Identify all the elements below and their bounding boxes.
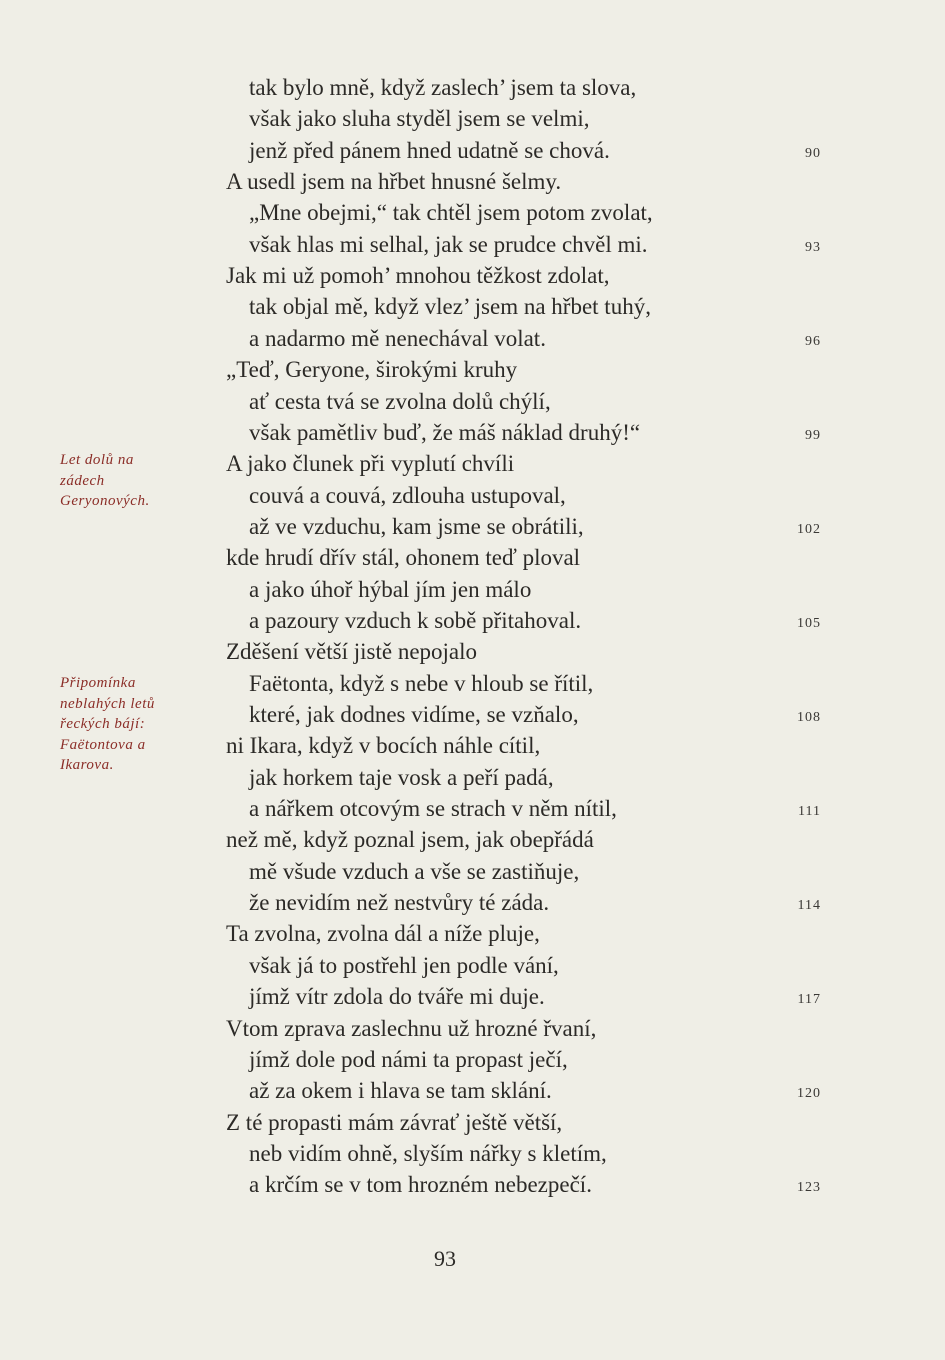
- verse-text: až ve vzduchu, kam jsme se obrátili,: [249, 513, 584, 539]
- verse-number: 90: [805, 145, 821, 161]
- margin-note-geryon: [60, 450, 200, 512]
- verse-line: [0, 323, 945, 355]
- margin-note-line: Ikarova.: [60, 757, 114, 773]
- verse-text: které, jak dodnes vidíme, se vzňalo,: [249, 702, 579, 727]
- verse-text: A usedl jsem na hřbet hnusné šelmy.: [226, 169, 562, 195]
- verse-number: 102: [797, 521, 821, 537]
- verse-line: [0, 918, 945, 950]
- verse-line: [0, 291, 945, 323]
- verse-line: [0, 135, 945, 167]
- verse-text: však hlas mi selhal, jak se prudce chvěl mi.: [249, 231, 648, 257]
- verse-line: [0, 1107, 945, 1139]
- verse-line: [0, 417, 945, 449]
- verse-text: Vtom zprava zaslechnu už hrozné řvaní,: [226, 1015, 597, 1041]
- verse-text: a pazoury vzduch k sobě přitahoval.: [249, 607, 582, 633]
- verse-text: couvá a couvá, zdlouha ustupoval,: [249, 482, 566, 508]
- verse-text: než mě, když poznal jsem, jak obepřádá: [226, 827, 594, 853]
- verse-text: a nadarmo mě nenechával volat.: [249, 325, 546, 351]
- verse-line: [0, 197, 945, 229]
- verse-text: A jako člunek při vyplutí chvíli: [226, 451, 515, 477]
- verse-line: [0, 354, 945, 386]
- verse-text: neb vidím ohně, slyším nářky s kletím,: [249, 1140, 607, 1166]
- verse-text: a krčím se v tom hrozném nebezpečí.: [249, 1172, 592, 1198]
- verse-text: ať cesta tvá se zvolna dolů chýlí,: [249, 388, 551, 414]
- verse-line: [0, 166, 945, 198]
- margin-note-line: zádech: [60, 472, 105, 489]
- verse-text: kde hrudí dřív stál, ohonem teď ploval: [226, 545, 581, 571]
- verse-number: 111: [798, 804, 821, 820]
- verse-line: [0, 824, 945, 856]
- verse-text: Faëtonta, když s nebe v hloub se řítil,: [249, 670, 594, 696]
- verse-text: jímž vítr zdola do tváře mi duje.: [249, 984, 545, 1010]
- verse-line: [0, 887, 945, 919]
- verse-text: a nářkem otcovým se strach v něm nítil,: [249, 796, 617, 822]
- verse-line: [0, 229, 945, 261]
- verse-line: [0, 605, 945, 637]
- verse-line: [0, 511, 945, 543]
- verse-number: 99: [805, 427, 821, 443]
- verse-line: [0, 72, 945, 104]
- margin-note-line: Faëtontova a: [60, 736, 146, 753]
- verse-text: a jako úhoř hýbal jím jen málo: [249, 576, 532, 602]
- verse-text: Ta zvolna, zvolna dál a níže pluje,: [226, 921, 540, 947]
- verse-line: [0, 386, 945, 418]
- verse-number: 93: [805, 239, 821, 255]
- verse-number: 96: [805, 333, 821, 349]
- verse-line: [0, 1044, 945, 1076]
- verse-text: však pamětliv buď, že máš náklad druhý!“: [249, 419, 641, 445]
- page-number: 93: [434, 1246, 456, 1271]
- verse-line: [0, 574, 945, 606]
- margin-note-phaethon-icarus: [60, 673, 200, 776]
- verse-line: [0, 1013, 945, 1045]
- verse-text: jenž před pánem hned udatně se chová.: [249, 137, 610, 163]
- verse-line: [0, 260, 945, 292]
- verse-line: [0, 793, 945, 825]
- verse-text: mě všude vzduch a vše se zastiňuje,: [249, 858, 580, 884]
- margin-note-line: Geryonových.: [60, 493, 150, 509]
- verse-line: [0, 103, 945, 135]
- verse-line: [0, 981, 945, 1013]
- margin-note-line: Připomínka: [60, 675, 136, 691]
- verse-number: 108: [797, 710, 821, 725]
- verse-text: Z té propasti mám závrať ještě větší,: [226, 1109, 563, 1135]
- verse-line: [0, 856, 945, 888]
- verse-line: [0, 1169, 945, 1201]
- verse-text: tak bylo mně, když zaslech’ jsem ta slova,: [249, 75, 637, 100]
- verse-text: že nevidím než nestvůry té záda.: [249, 890, 550, 916]
- verse-line: [0, 636, 945, 668]
- verse-text: Jak mi už pomoh’ mnohou těžkost zdolat,: [226, 263, 610, 289]
- verse-number: 123: [797, 1180, 821, 1196]
- verse-text: „Teď, Geryone, širokými kruhy: [226, 357, 518, 383]
- verse-number: 114: [797, 898, 821, 914]
- verse-text: až za okem i hlava se tam sklání.: [249, 1078, 552, 1104]
- margin-note-line: neblahých letů: [60, 695, 155, 712]
- verse-text: však jako sluha styděl jsem se velmi,: [249, 106, 590, 132]
- verse-text: jímž dole pod námi ta propast ječí,: [249, 1046, 568, 1072]
- verse-text: Zděšení větší jistě nepojalo: [226, 639, 478, 665]
- verse-text: tak objal mě, když vlez’ jsem na hřbet tuhý,: [249, 294, 651, 320]
- verse-text: jak horkem taje vosk a peří padá,: [249, 764, 554, 790]
- verse-number: 105: [797, 615, 821, 631]
- margin-note-line: Let dolů na: [60, 452, 134, 468]
- verse-text: ni Ikara, když v bocích náhle cítil,: [226, 733, 541, 759]
- verse-line: [0, 542, 945, 574]
- margin-note-line: řeckých bájí:: [60, 716, 146, 732]
- verse-number: 117: [797, 992, 821, 1008]
- verse-text: „Mne obejmi,“ tak chtěl jsem potom zvolat,: [249, 200, 653, 226]
- verse-line: [0, 1075, 945, 1107]
- verse-number: 120: [797, 1086, 821, 1102]
- verse-line: [0, 950, 945, 982]
- verse-line: [0, 1138, 945, 1170]
- verse-text: však já to postřehl jen podle vání,: [249, 952, 559, 978]
